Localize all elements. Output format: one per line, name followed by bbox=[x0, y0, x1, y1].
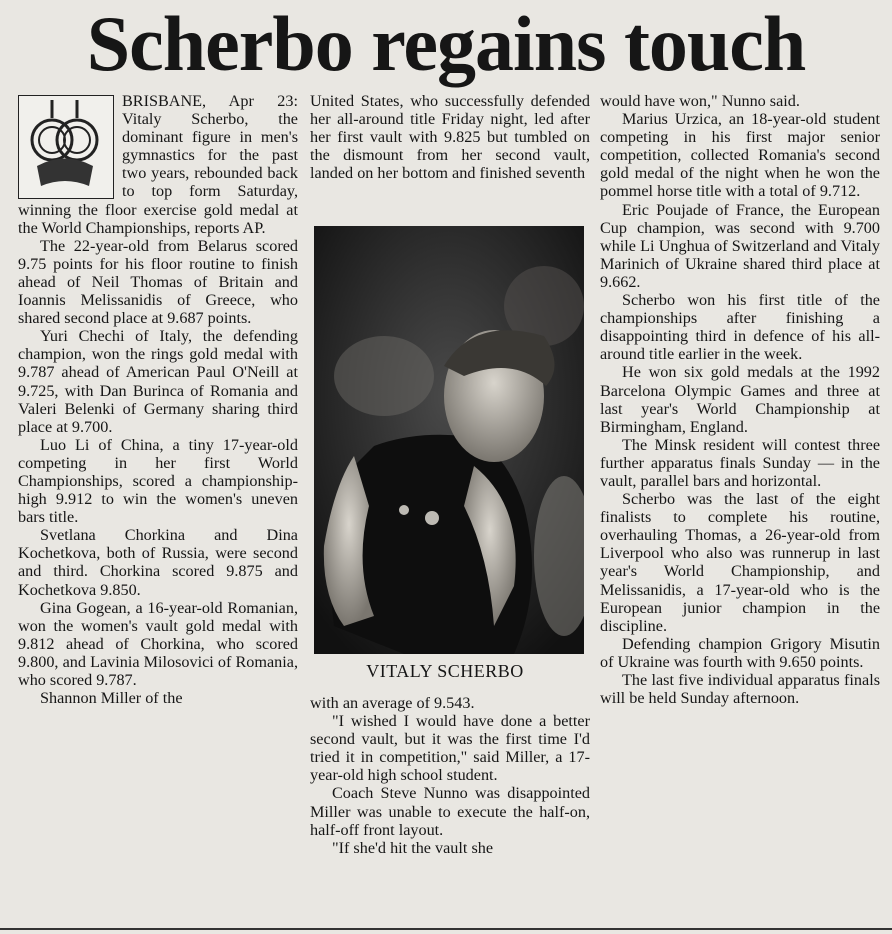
paragraph: The 22-year-old from Belarus scored 9.75 points for his floor routine to finish ahead of Neil Thomas of Britain and Ioannis Melissanidis of Greece, who shared second place at 9.687 points. bbox=[18, 236, 298, 328]
paragraph: The last five individual apparatus finals will be held Sunday afternoon. bbox=[600, 671, 880, 708]
paragraph: Scherbo won his first title of the championships after finishing a disappointing third in defence of his all-around title earlier in the week. bbox=[600, 291, 880, 364]
photo bbox=[314, 226, 584, 654]
paragraph: "If she'd hit the vault she bbox=[332, 838, 494, 857]
paragraph: would have won," Nunno said. bbox=[600, 92, 800, 110]
paragraph: Svetlana Chorkina and Dina Kochetkova, both of Russia, were second and third. Chorkina scored 9.875 and Kochetkova 9.850. bbox=[18, 526, 298, 599]
paragraph: Coach Steve Nunno was disappointed Miller was unable to execute the half-on, half-off front layout. bbox=[310, 784, 590, 839]
paragraph: with an average of 9.543. bbox=[310, 694, 475, 712]
paragraph: BRISBANE, Apr 23: Vitaly Scherbo, the dominant figure in men's gymnastics for the past two years, rebounded back to top form Saturday, winning the floor exercise gold medal at the World Championships, reports AP. bbox=[18, 92, 298, 237]
article-column-2-bottom bbox=[310, 694, 590, 857]
paragraph: Yuri Chechi of Italy, the defending champion, won the rings gold medal with 9.787 ahead of American Paul O'Neill at 9.725, with Dan Burinca of Romania and Valeri Belenki of Germany sharing third place at 9.700. bbox=[18, 327, 298, 436]
paragraph: Shannon Miller of the bbox=[40, 689, 183, 708]
paragraph: Marius Urzica, an 18-year-old student competing in his first major senior competition, collected Romania's second gold medal of the night when he won the pommel horse title with a total of 9.712. bbox=[600, 110, 880, 201]
paragraph: He won six gold medals at the 1992 Barcelona Olympic Games and three at last year's World Championship at Birmingham, England. bbox=[600, 363, 880, 436]
paragraph: "I wished I would have done a better second vault, but it was the first time I'd tried it in competition," said Miller, a 17-year-old high school student. bbox=[310, 712, 590, 785]
paragraph: Luo Li of China, a tiny 17-year-old competing in her first World Championships, scored a championship-high 9.912 to win the women's uneven bars title. bbox=[18, 435, 298, 527]
paragraph: Scherbo was the last of the eight finalists to complete his routine, overhauling Thomas, a 26-year-old from Liverpool who also was runnerup in last year's World Championship, and Melissanidis, a 17-year-old who is the European junior champion in the discipline. bbox=[600, 490, 880, 635]
headline: Scherbo regains touch bbox=[86, 0, 806, 87]
photo-caption: VITALY SCHERBO bbox=[366, 661, 524, 681]
article-column-3 bbox=[600, 92, 880, 707]
paragraph: Eric Poujade of France, the European Cup champion, was second with 9.700 while Li Unghua of Switzerland and Vitaly Marinich of Ukraine shared third place at 9.662. bbox=[600, 200, 880, 291]
paragraph: Defending champion Grigory Misutin of Ukraine was fourth with 9.650 points. bbox=[600, 634, 880, 671]
article-column-1 bbox=[18, 92, 298, 707]
gymnastics-rings-icon bbox=[18, 95, 114, 199]
paragraph: Gina Gogean, a 16-year-old Romanian, won the women's vault gold medal with 9.812 ahead of Chorkina, who scored 9.800, and Lavinia Milosovici of Romania, who scored 9.787. bbox=[18, 598, 298, 689]
bottom-rule bbox=[0, 928, 892, 930]
paragraph: United States, who successfully defended her all-around title Friday night, led after her first vault with 9.825 but tumbled on the dismount from her second vault, landed on her bottom and finished seventh bbox=[310, 92, 590, 183]
article-column-2-top bbox=[310, 92, 590, 182]
paragraph: The Minsk resident will contest three further apparatus finals Sunday — in the vault, parallel bars and horizontal. bbox=[600, 435, 880, 490]
